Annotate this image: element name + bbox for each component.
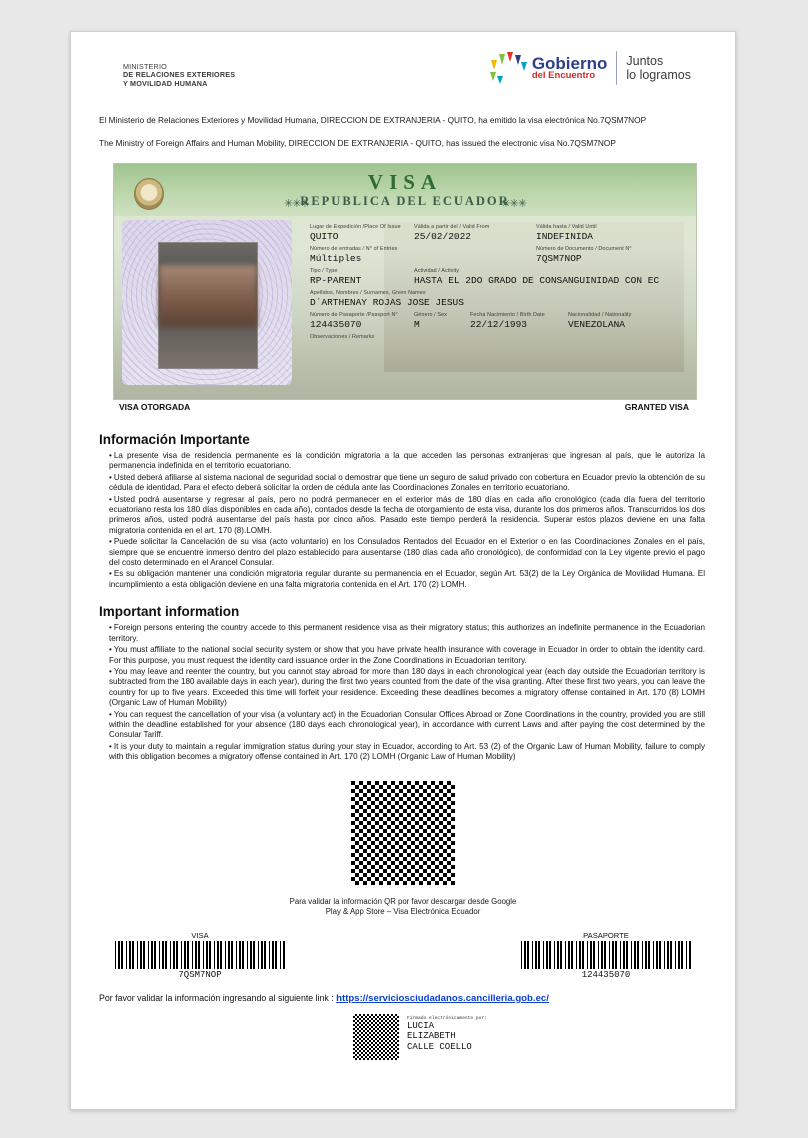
qr-caption — [85, 897, 721, 917]
section-heading-importante: Información Importante — [99, 432, 250, 447]
field-value-type: RP-PARENT — [310, 275, 362, 286]
ministry-line2: DE RELACIONES EXTERIORES — [123, 70, 236, 80]
field-value-name: D´ARTHENAY ROJAS JOSE JESUS — [310, 297, 464, 308]
visa-deco-left-icon: ✳✳✳ — [284, 198, 309, 210]
barcode-row — [85, 931, 721, 983]
barcode-passport-label: PASAPORTE — [583, 930, 629, 940]
qr-section — [85, 781, 721, 917]
coat-of-arms-icon — [134, 178, 164, 210]
field-label: Género / Sex — [414, 312, 447, 318]
visa-granted-en: GRANTED VISA — [624, 402, 689, 412]
signature-qr-code — [353, 1014, 399, 1060]
list-item: • Usted deberá afiliarse al sistema nacional de seguridad social o demostrar que tiene un seguro de salud privado con cobertura en Ecuador previo la obtención de su cédula de identidad. Para el efecto deberá solicitar la orden de cédula ante las Coordinaciones Zonales en territorio ecuatoriano. — [109, 473, 705, 494]
field-value-sex: M — [414, 319, 420, 330]
list-item: • You must affiliate to the national social security system or show that you have private health insurance with coverage in Ecuador in order to obtain the identity card. For this purpose, you must request the identity card issuance order in the Zone Coordinations in Ecuadorian territory. — [109, 645, 705, 666]
barcode-visa — [115, 931, 285, 980]
field-value-birth-date: 22/12/1993 — [470, 319, 528, 330]
barcode-passport-bars — [521, 941, 691, 969]
field-label: Válida hasta / Valid Until — [536, 224, 597, 230]
list-item: • Es su obligación mantener una condición migratoria regular durante su permanencia en el Ecuador, según Art. 53(2) de la Ley Orgánica de Movilidad Humana. El incumplimiento a esta obligación deviene en una falta migratoria contenida en el Art. 170 (2) LOMH. — [109, 569, 705, 590]
intro-spanish: El Ministerio de Relaciones Exteriores y Movilidad Humana, DIRECCION DE EXTRANJERIA - QUITO, ha emitido la visa electrónica No.7QSM7NOP — [99, 115, 647, 125]
field-label: Lugar de Expedición /Place Of Issue — [310, 224, 401, 230]
logo-tagline-line2: lo logramos — [626, 68, 691, 82]
electronic-signature — [85, 1014, 721, 1072]
document-header — [85, 42, 721, 108]
field-label: Número de entradas / N° of Entries — [310, 246, 398, 252]
logo-divider — [616, 51, 617, 85]
validation-link[interactable]: https://serviciosciudadanos.cancilleria.gob.ec/ — [336, 992, 549, 1004]
signature-small-text: Firmado electrónicamente por: — [407, 1015, 487, 1021]
visa-status-row — [113, 402, 697, 418]
field-value-valid-from: 25/02/2022 — [414, 231, 472, 242]
list-item: • Usted podrá ausentarse y regresar al país, pero no podrá permanecer en el exterior más de 180 días en cada año cronológico (cada día fuera del territorio ecuatoriano resta los 180 días disponibles en cada año), contados desde la fecha de otorgamiento de esta visa, durante los dos primeros años. Transcurridos los dos primeros años, usted podrá ausentarse del país hasta por cinco años. Pasado este tiempo perderá la residencia. Superar estos plazos deviene en una falta migratoria contenida en el art. 170 (8).LOMH. — [109, 495, 705, 537]
list-item: • You may leave and reenter the country, but you cannot stay abroad for more than 180 days in each chronological year (each day outside the Ecuadorian territory is subtracted from the 180 available days in each year), during the first two years counted from the date of the visa granting. After these first two years, you can leave the country for up to five years. Exceeded this time will forfeit your residence. Exceeding these deadlines becomes a migratory offense contained in Art. 170 (8) LOMH (Organic Law of Human Mobility) — [109, 667, 705, 709]
visa-deco-right-icon: ✳✳✳ — [501, 198, 526, 210]
signature-text — [407, 1016, 487, 1053]
government-logo — [487, 50, 691, 86]
important-info-list-es — [109, 451, 705, 590]
field-value-passport-number: 124435070 — [310, 319, 362, 330]
visa-document-page — [70, 31, 736, 1110]
intro-english: The Ministry of Foreign Affairs and Human Mobility, DIRECCION DE EXTRANJERIA - QUITO, has issued the electronic visa No.7QSM7NOP — [99, 138, 616, 148]
signature-name-line3: CALLE COELLO — [407, 1041, 472, 1052]
field-label: Apellidos, Nombres / Surnames, Given Names — [310, 290, 426, 296]
list-item: • It is your duty to maintain a regular immigration status during your stay in Ecuador, according to Art. 53 (2) of the Organic Law of Human Mobility, failure to comply with this obligation becomes a migratory offense contained in Art. 170 (2) LOMH (Organic Law of Human Mobility) — [109, 742, 705, 763]
field-value-document-number: 7QSM7NOP — [536, 253, 582, 264]
barcode-visa-bars — [115, 941, 285, 969]
field-label: Nacionalidad / Nationality — [568, 312, 632, 318]
barcode-passport-value: 124435070 — [581, 969, 631, 980]
visa-image — [113, 163, 697, 418]
logo-main-text: Gobierno — [531, 54, 608, 73]
field-value-nationality: VENEZOLANA — [568, 319, 626, 330]
visa-subtitle: REPUBLICA DEL ECUADOR — [300, 194, 510, 208]
field-label: Actividad / Activity — [414, 268, 460, 274]
logo-tagline — [626, 54, 691, 82]
qr-caption-line2: Play & App Store – Visa Electrónica Ecuador — [325, 906, 481, 916]
validation-link-text: Por favor validar la información ingresando al siguiente link : — [99, 992, 334, 1003]
barcode-visa-label: VISA — [191, 930, 209, 940]
visa-title: VISA — [367, 170, 443, 194]
barcode-passport — [521, 931, 691, 980]
signature-name-line1: LUCIA — [407, 1020, 435, 1031]
field-value-valid-until: INDEFINIDA — [536, 231, 594, 242]
ministry-line1: MINISTERIO — [123, 62, 167, 71]
section-heading-important: Important information — [99, 604, 240, 620]
ministry-line3: Y MOVILIDAD HUMANA — [123, 78, 208, 88]
field-value-activity: HASTA EL 2DO GRADO DE CONSANGUINIDAD CON EC — [414, 275, 660, 286]
list-item: • Foreign persons entering the country accede to this permanent residence visa as their migratory status; this authorizes an indefinite permanence in the Ecuadorian territory. — [109, 623, 705, 644]
visa-granted-es: VISA OTORGADA — [119, 402, 191, 412]
field-label: Válida a partir del / Valid From — [414, 224, 490, 230]
ministry-block — [123, 63, 235, 88]
logo-wordmark — [532, 55, 608, 81]
intro-paragraphs — [99, 114, 721, 149]
field-label: Observaciones / Remarks — [310, 334, 375, 340]
field-value-place-of-issue: QUITO — [310, 231, 339, 242]
qr-code — [351, 781, 455, 885]
list-item: • La presente visa de residencia permanente es la condición migratoria a la que acceden las personas extranjeras que ingresan al país, que le autoriza la permanencia indefinida en el territorio ecuatoriano. — [109, 451, 705, 472]
holder-photo — [158, 242, 258, 369]
field-label: Fecha Nacimiento / Birth Date — [470, 312, 545, 318]
barcode-visa-value: 7QSM7NOP — [178, 969, 222, 980]
important-info-list-en — [109, 623, 705, 762]
field-label: Tipo / Type — [310, 268, 338, 274]
validation-link-row — [99, 993, 721, 1004]
list-item: • Puede solicitar la Cancelación de su visa (acto voluntario) en los Consulados Rentados del Ecuador en el Exterior o en las Coordinaciones Zonales en el país, siempre que se encuentre inmerso dentro del plazo establecido para ausentarse (180 días cada año cronológico), de conformidad con la Ley vigente previo el pago del costo determinado en el Arancel Consular. — [109, 537, 705, 568]
field-value-entries: Múltiples — [310, 253, 362, 264]
logo-sub-text: del Encuentro — [531, 70, 596, 81]
visa-fields — [310, 224, 694, 346]
logo-tagline-line1: Juntos — [626, 54, 664, 68]
list-item: • You can request the cancellation of your visa (a voluntary act) in the Ecuadorian Consular Offices Abroad or Zone Coordinations in the country, provided you are still within the deadline established for your absence (180 days each chronological year), in accordance with current Laws and after paying the cost determined by the Consular Tariff. — [109, 710, 705, 741]
field-label: Número de Documento / Document N° — [536, 246, 632, 252]
signature-name-line2: ELIZABETH — [407, 1031, 456, 1042]
logo-chevrons-icon — [487, 50, 529, 86]
qr-caption-line1: Para validar la información QR por favor descargar desde Google — [289, 896, 517, 906]
field-label: Número de Pasaporte /Passport N° — [310, 312, 398, 318]
